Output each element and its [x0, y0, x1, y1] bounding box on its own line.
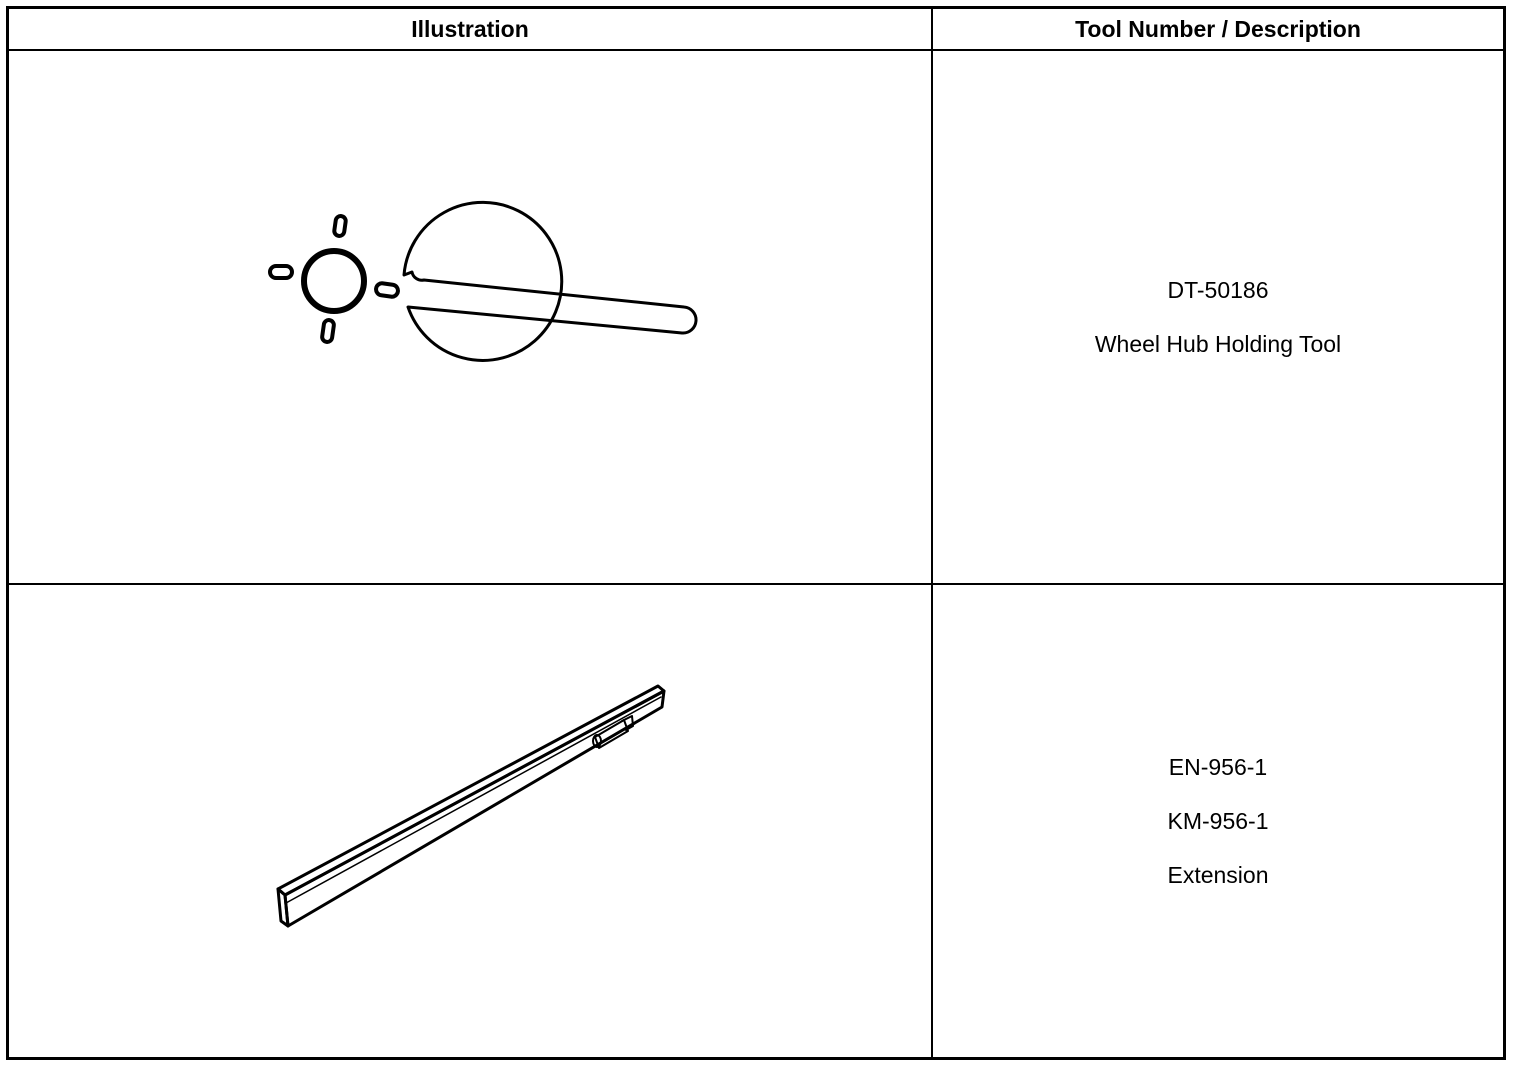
- tool-name-extension: Extension: [1167, 862, 1269, 888]
- tool-number-en-956-1: EN-956-1: [1168, 754, 1268, 780]
- illustration-cell-1: [9, 51, 933, 585]
- extension-bar-icon: [10, 585, 931, 1057]
- description-cell-1: [933, 51, 1503, 585]
- illustration-cell-2: [9, 585, 933, 1057]
- wheel-hub-holding-tool-icon: [10, 51, 931, 584]
- header-illustration: [9, 9, 933, 51]
- special-tools-table: [6, 6, 1506, 1060]
- tool-number-km-956-1: KM-956-1: [1167, 808, 1269, 834]
- header-illustration-label: Illustration: [411, 15, 529, 42]
- header-description: [933, 9, 1503, 51]
- header-description-label: Tool Number / Description: [1075, 15, 1361, 42]
- description-cell-2: [933, 585, 1503, 1057]
- tool-number-dt-50186: DT-50186: [1167, 277, 1269, 303]
- tool-name-wheel-hub-holding-tool: Wheel Hub Holding Tool: [1094, 331, 1342, 357]
